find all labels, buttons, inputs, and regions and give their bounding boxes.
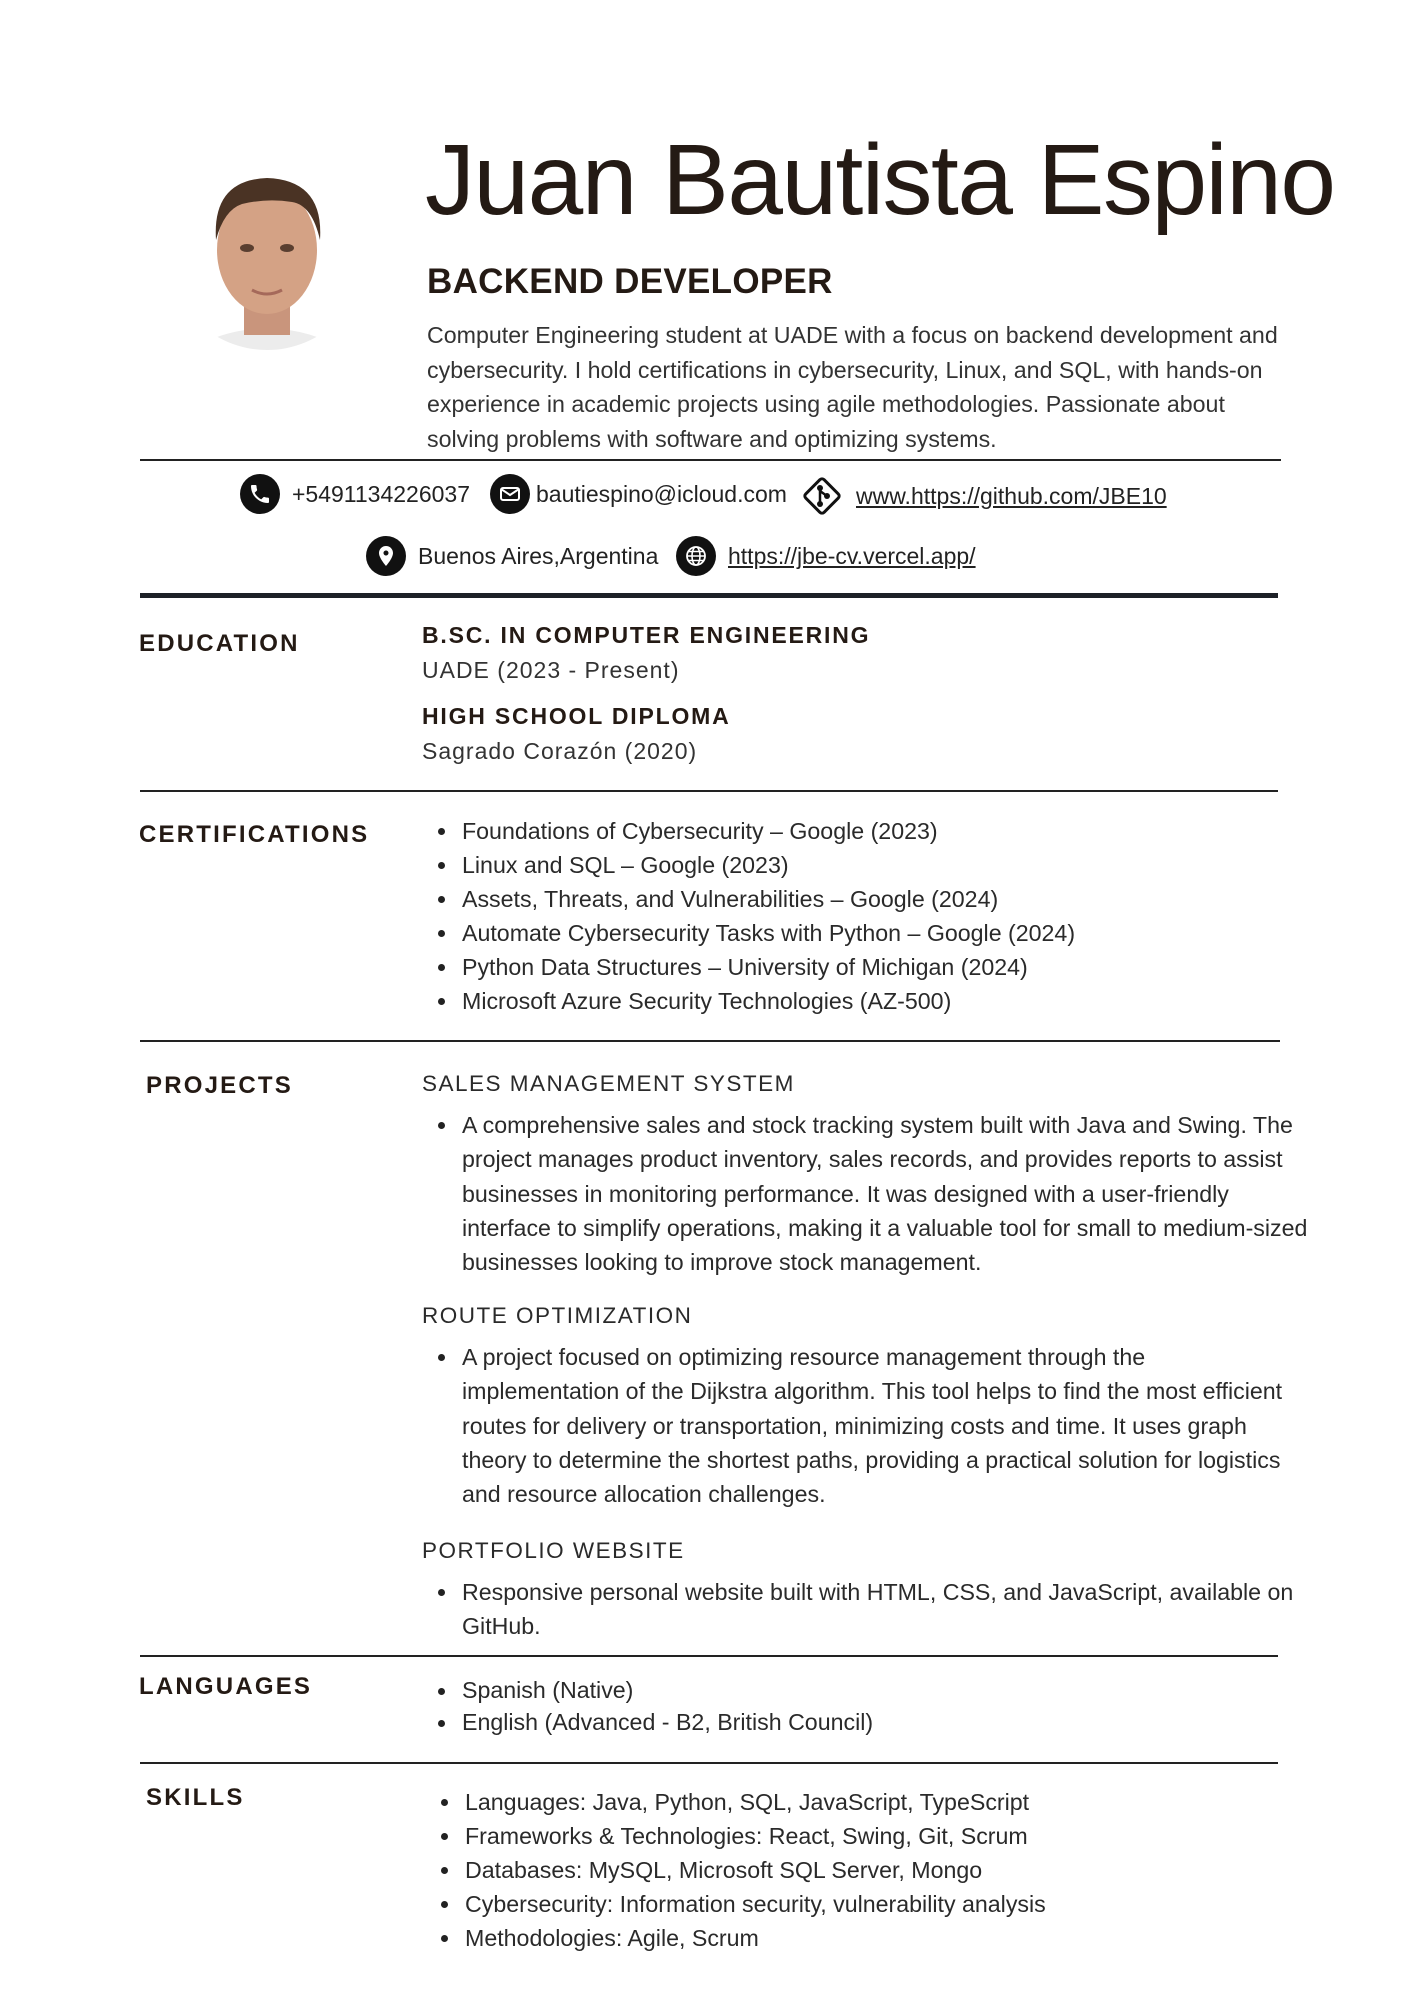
project-title: ROUTE OPTIMIZATION [422, 1303, 693, 1328]
list-item: Responsive personal website built with HTML, CSS, and JavaScript, available on GitHub. [462, 1575, 1326, 1644]
list-item: Cybersecurity: Information security, vulnerability analysis [465, 1887, 1046, 1921]
website-link[interactable]: https://jbe-cv.vercel.app/ [728, 542, 976, 569]
list-item: A comprehensive sales and stock tracking system built with Java and Swing. The project manages product inventory, sales records, and provides reports to assist businesses in monitoring performance. It was designed with a user-friendly interface to simplify operations, making it a valuable tool for small to medium-sized businesses looking to improve stock management. [462, 1108, 1324, 1279]
list-item: Linux and SQL – Google (2023) [462, 848, 1075, 882]
contact-website[interactable] [676, 536, 976, 576]
project-description [424, 1108, 1324, 1279]
list-item: Databases: MySQL, Microsoft SQL Server, Mongo [465, 1853, 1046, 1887]
email-address: bautiespino@icloud.com [536, 480, 787, 507]
list-item: A project focused on optimizing resource management through the implementation of the Dijkstra algorithm. This tool helps to find the most efficient routes for delivery or transportation, minimizing costs and time. It uses graph theory to determine the shortest paths, providing a practical solution for logistics and resource allocation challenges. [462, 1340, 1304, 1511]
section-title-projects: PROJECTS [146, 1072, 293, 1099]
divider [140, 790, 1278, 792]
phone-icon [240, 474, 280, 514]
list-item: Python Data Structures – University of Michigan (2024) [462, 950, 1075, 984]
languages-list [424, 1674, 873, 1738]
list-item: English (Advanced - B2, British Council) [462, 1706, 873, 1738]
globe-icon [676, 536, 716, 576]
section-title-skills: SKILLS [146, 1784, 245, 1811]
section-title-certifications: CERTIFICATIONS [139, 821, 370, 848]
list-item: Foundations of Cybersecurity – Google (2023) [462, 814, 1075, 848]
degree-detail: UADE (2023 - Present) [422, 657, 680, 683]
degree-detail: Sagrado Corazón (2020) [422, 738, 698, 764]
profile-photo [172, 170, 362, 398]
job-title: BACKEND DEVELOPER [427, 262, 833, 301]
contact-email[interactable] [490, 474, 787, 514]
divider [140, 1655, 1278, 1657]
list-item: Frameworks & Technologies: React, Swing, Git, Scrum [465, 1819, 1046, 1853]
education-entry [422, 703, 731, 765]
map-pin-icon [366, 536, 406, 576]
profile-summary: Computer Engineering student at UADE with a focus on backend development and cybersecurity. I hold certifications in cybersecurity, Linux, and SQL, with hands-on experience in academic projects using agile methodologies. Passionate about solving problems with software and optimizing systems. [427, 322, 1278, 452]
list-item: Methodologies: Agile, Scrum [465, 1921, 1046, 1955]
section-title-education: EDUCATION [139, 630, 300, 657]
candidate-name: Juan Bautista Espino [425, 124, 1335, 236]
education-entry [422, 622, 870, 684]
list-item: Languages: Java, Python, SQL, JavaScript, TypeScript [465, 1785, 1046, 1819]
project-title: SALES MANAGEMENT SYSTEM [422, 1071, 795, 1096]
degree-title: HIGH SCHOOL DIPLOMA [422, 703, 731, 729]
list-item: Spanish (Native) [462, 1674, 873, 1706]
project-description [424, 1340, 1304, 1511]
list-item: Automate Cybersecurity Tasks with Python – Google (2024) [462, 916, 1075, 950]
divider [140, 459, 1281, 461]
section-title-languages: LANGUAGES [139, 1673, 313, 1700]
project-description [424, 1575, 1326, 1644]
degree-title: B.SC. IN COMPUTER ENGINEERING [422, 622, 871, 648]
email-icon [490, 474, 530, 514]
github-link[interactable]: www.https://github.com/JBE10 [856, 482, 1167, 509]
divider [140, 1040, 1280, 1042]
divider [140, 1762, 1278, 1764]
contact-github[interactable] [800, 474, 1167, 518]
contact-phone[interactable] [240, 474, 470, 514]
list-item: Assets, Threats, and Vulnerabilities – Google (2024) [462, 882, 1075, 916]
location-text: Buenos Aires,Argentina [418, 542, 659, 569]
git-icon [800, 474, 844, 518]
phone-number: +5491134226037 [292, 480, 471, 507]
skills-list [427, 1785, 1046, 1955]
contact-location [366, 536, 658, 576]
header-divider [140, 593, 1278, 598]
list-item: Microsoft Azure Security Technologies (AZ-500) [462, 984, 1075, 1018]
certifications-list [424, 814, 1075, 1018]
project-title: PORTFOLIO WEBSITE [422, 1538, 685, 1563]
